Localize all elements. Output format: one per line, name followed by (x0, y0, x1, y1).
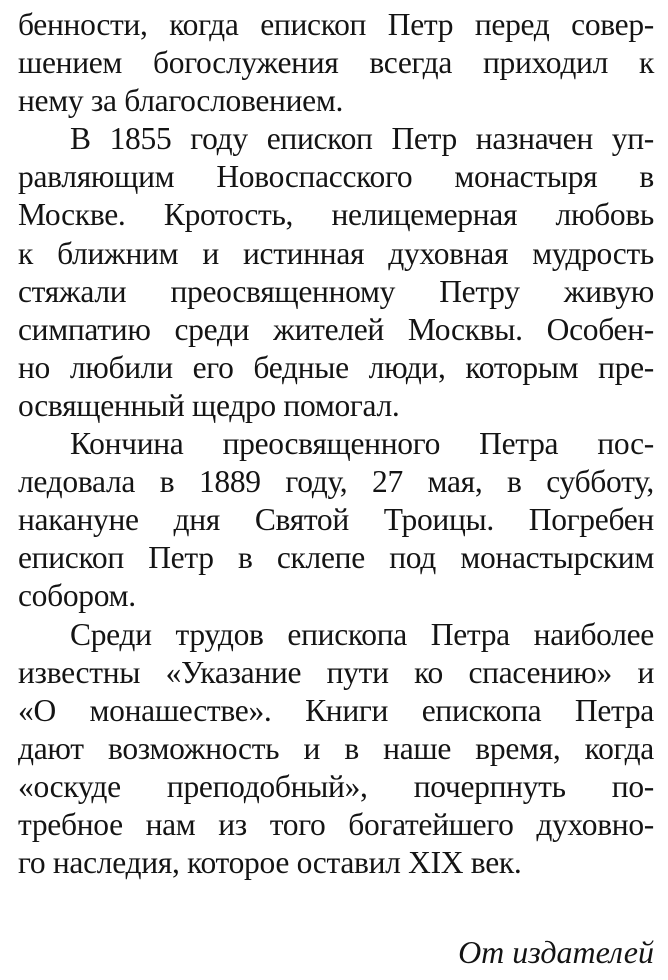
paragraph-4 (18, 616, 654, 883)
text-line: «оскуде преподобный», почерпнуть по- (18, 768, 654, 804)
document-body (18, 6, 654, 882)
text-line: освященный щедро помогал. (18, 387, 400, 423)
paragraph-3 (18, 425, 654, 615)
text-line: Кончина преосвященного Петра пос- (70, 426, 654, 462)
text-line: собором. (18, 578, 136, 614)
text-line: к ближним и истинная духовная мудрость (18, 235, 654, 271)
text-line: Среди трудов епископа Петра наиболее (70, 616, 654, 652)
paragraph-2 (18, 120, 654, 425)
text-line: стяжали преосвященному Петру живую (18, 273, 654, 309)
text-line: равляющим Новоспасского монастыря в (18, 159, 654, 195)
text-line: дают возможность и в наше время, когда (18, 730, 654, 766)
text-line: бенности, когда епископ Петр перед совер- (18, 7, 654, 42)
text-line: епископ Петр в склепе под монастырским (18, 540, 654, 576)
text-line: симпатию среди жителей Москвы. Особен- (18, 311, 654, 347)
text-line: ледовала в 1889 году, 27 мая, в субботу, (18, 464, 654, 500)
text-line: шением богослужения всегда приходил к (18, 45, 654, 81)
text-line: го наследия, которое оставил XIX век. (18, 845, 522, 881)
text-line: требное нам из того богатейшего духовно- (18, 806, 654, 842)
text-line: Москве. Кротость, нелицемерная любовь (18, 197, 654, 233)
publisher-signature: От издателей (458, 934, 654, 970)
text-line: но любили его бедные люди, которым пре- (18, 349, 654, 385)
paragraph-1 (18, 6, 654, 120)
text-line: накануне дня Святой Троицы. Погребен (18, 502, 654, 538)
text-line: известны «Указание пути ко спасению» и (18, 654, 654, 690)
text-line: В 1855 году епископ Петр назначен уп- (70, 121, 654, 157)
text-line: нему за благословением. (18, 83, 344, 119)
text-line: «О монашестве». Книги епископа Петра (18, 692, 654, 728)
